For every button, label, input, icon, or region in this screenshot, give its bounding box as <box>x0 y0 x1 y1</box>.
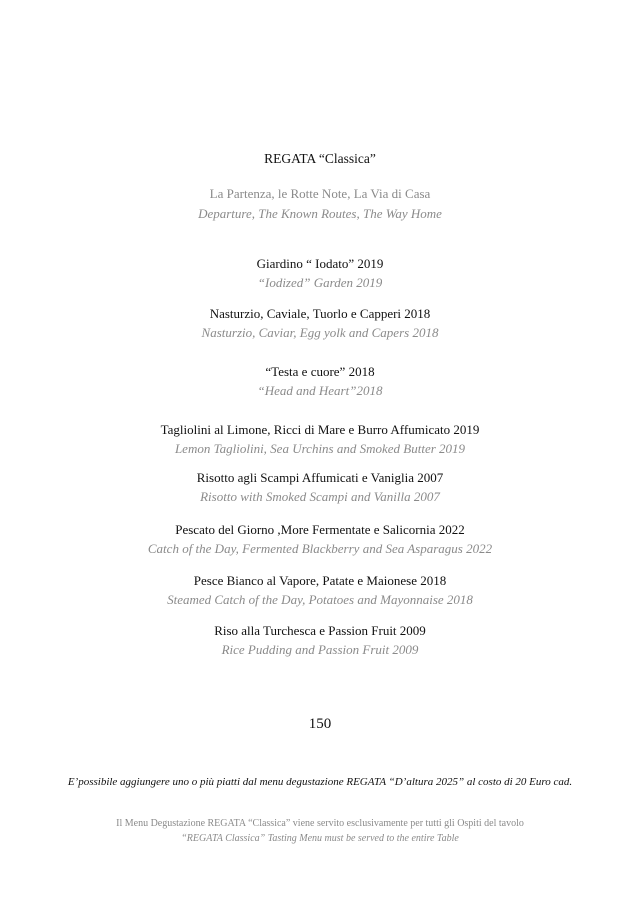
dish-name-english: Catch of the Day, Fermented Blackberry and Sea Asparagus 2022 <box>147 541 493 556</box>
dish-name-italian: Tagliolini al Limone, Ricci di Mare e Burro Affumicato 2019 <box>160 422 480 437</box>
dish-name-italian: “Testa e cuore” 2018 <box>265 364 375 379</box>
dish-name-english: “Iodized” Garden 2019 <box>257 275 383 290</box>
dish-name-italian: Pescato del Giorno ,More Fermentate e Salicornia 2022 <box>175 522 465 537</box>
menu-subtitle <box>0 184 640 224</box>
dish-item <box>0 255 640 293</box>
dish-name-italian: Nasturzio, Caviale, Tuorlo e Capperi 2018 <box>209 306 431 321</box>
dish-name-english: Lemon Tagliolini, Sea Urchins and Smoked Butter 2019 <box>174 441 466 456</box>
menu-footer <box>40 816 600 846</box>
footer-italian: Il Menu Degustazione REGATA “Classica” viene servito esclusivamente per tutti gli Ospiti del tavolo <box>116 818 524 829</box>
menu-subtitle-italian: La Partenza, le Rotte Note, La Via di Casa <box>209 186 431 201</box>
dish-name-english: Risotto with Smoked Scampi and Vanilla 2007 <box>200 489 440 504</box>
menu-title: REGATA “Classica” <box>264 151 376 166</box>
dish-item <box>0 622 640 660</box>
footer-english: “REGATA Classica” Tasting Menu must be served to the entire Table <box>181 833 459 844</box>
dish-item <box>0 305 640 343</box>
menu-price: 150 <box>308 716 332 732</box>
dish-name-english: Rice Pudding and Passion Fruit 2009 <box>221 642 419 657</box>
dish-name-italian: Risotto agli Scampi Affumicati e Vaniglia 2007 <box>196 470 444 485</box>
dish-item <box>0 421 640 459</box>
dish-name-english: “Head and Heart”2018 <box>257 383 383 398</box>
dish-item <box>0 469 640 507</box>
dish-item <box>0 363 640 401</box>
dish-name-italian: Pesce Bianco al Vapore, Patate e Maionese 2018 <box>193 573 447 588</box>
dish-name-italian: Riso alla Turchesca e Passion Fruit 2009 <box>214 623 426 638</box>
menu-subtitle-english: Departure, The Known Routes, The Way Home <box>198 206 442 221</box>
dish-item <box>0 521 640 559</box>
dish-item <box>0 572 640 610</box>
dish-name-english: Steamed Catch of the Day, Potatoes and Mayonnaise 2018 <box>167 592 473 607</box>
add-dish-note: E’possibile aggiungere uno o più piatti dal menu degustazione REGATA “D’altura 2025” al costo di 20 Euro cad. <box>67 776 573 788</box>
dish-name-italian: Giardino “ Iodato” 2019 <box>256 256 384 271</box>
dish-name-english: Nasturzio, Caviar, Egg yolk and Capers 2018 <box>201 325 439 340</box>
